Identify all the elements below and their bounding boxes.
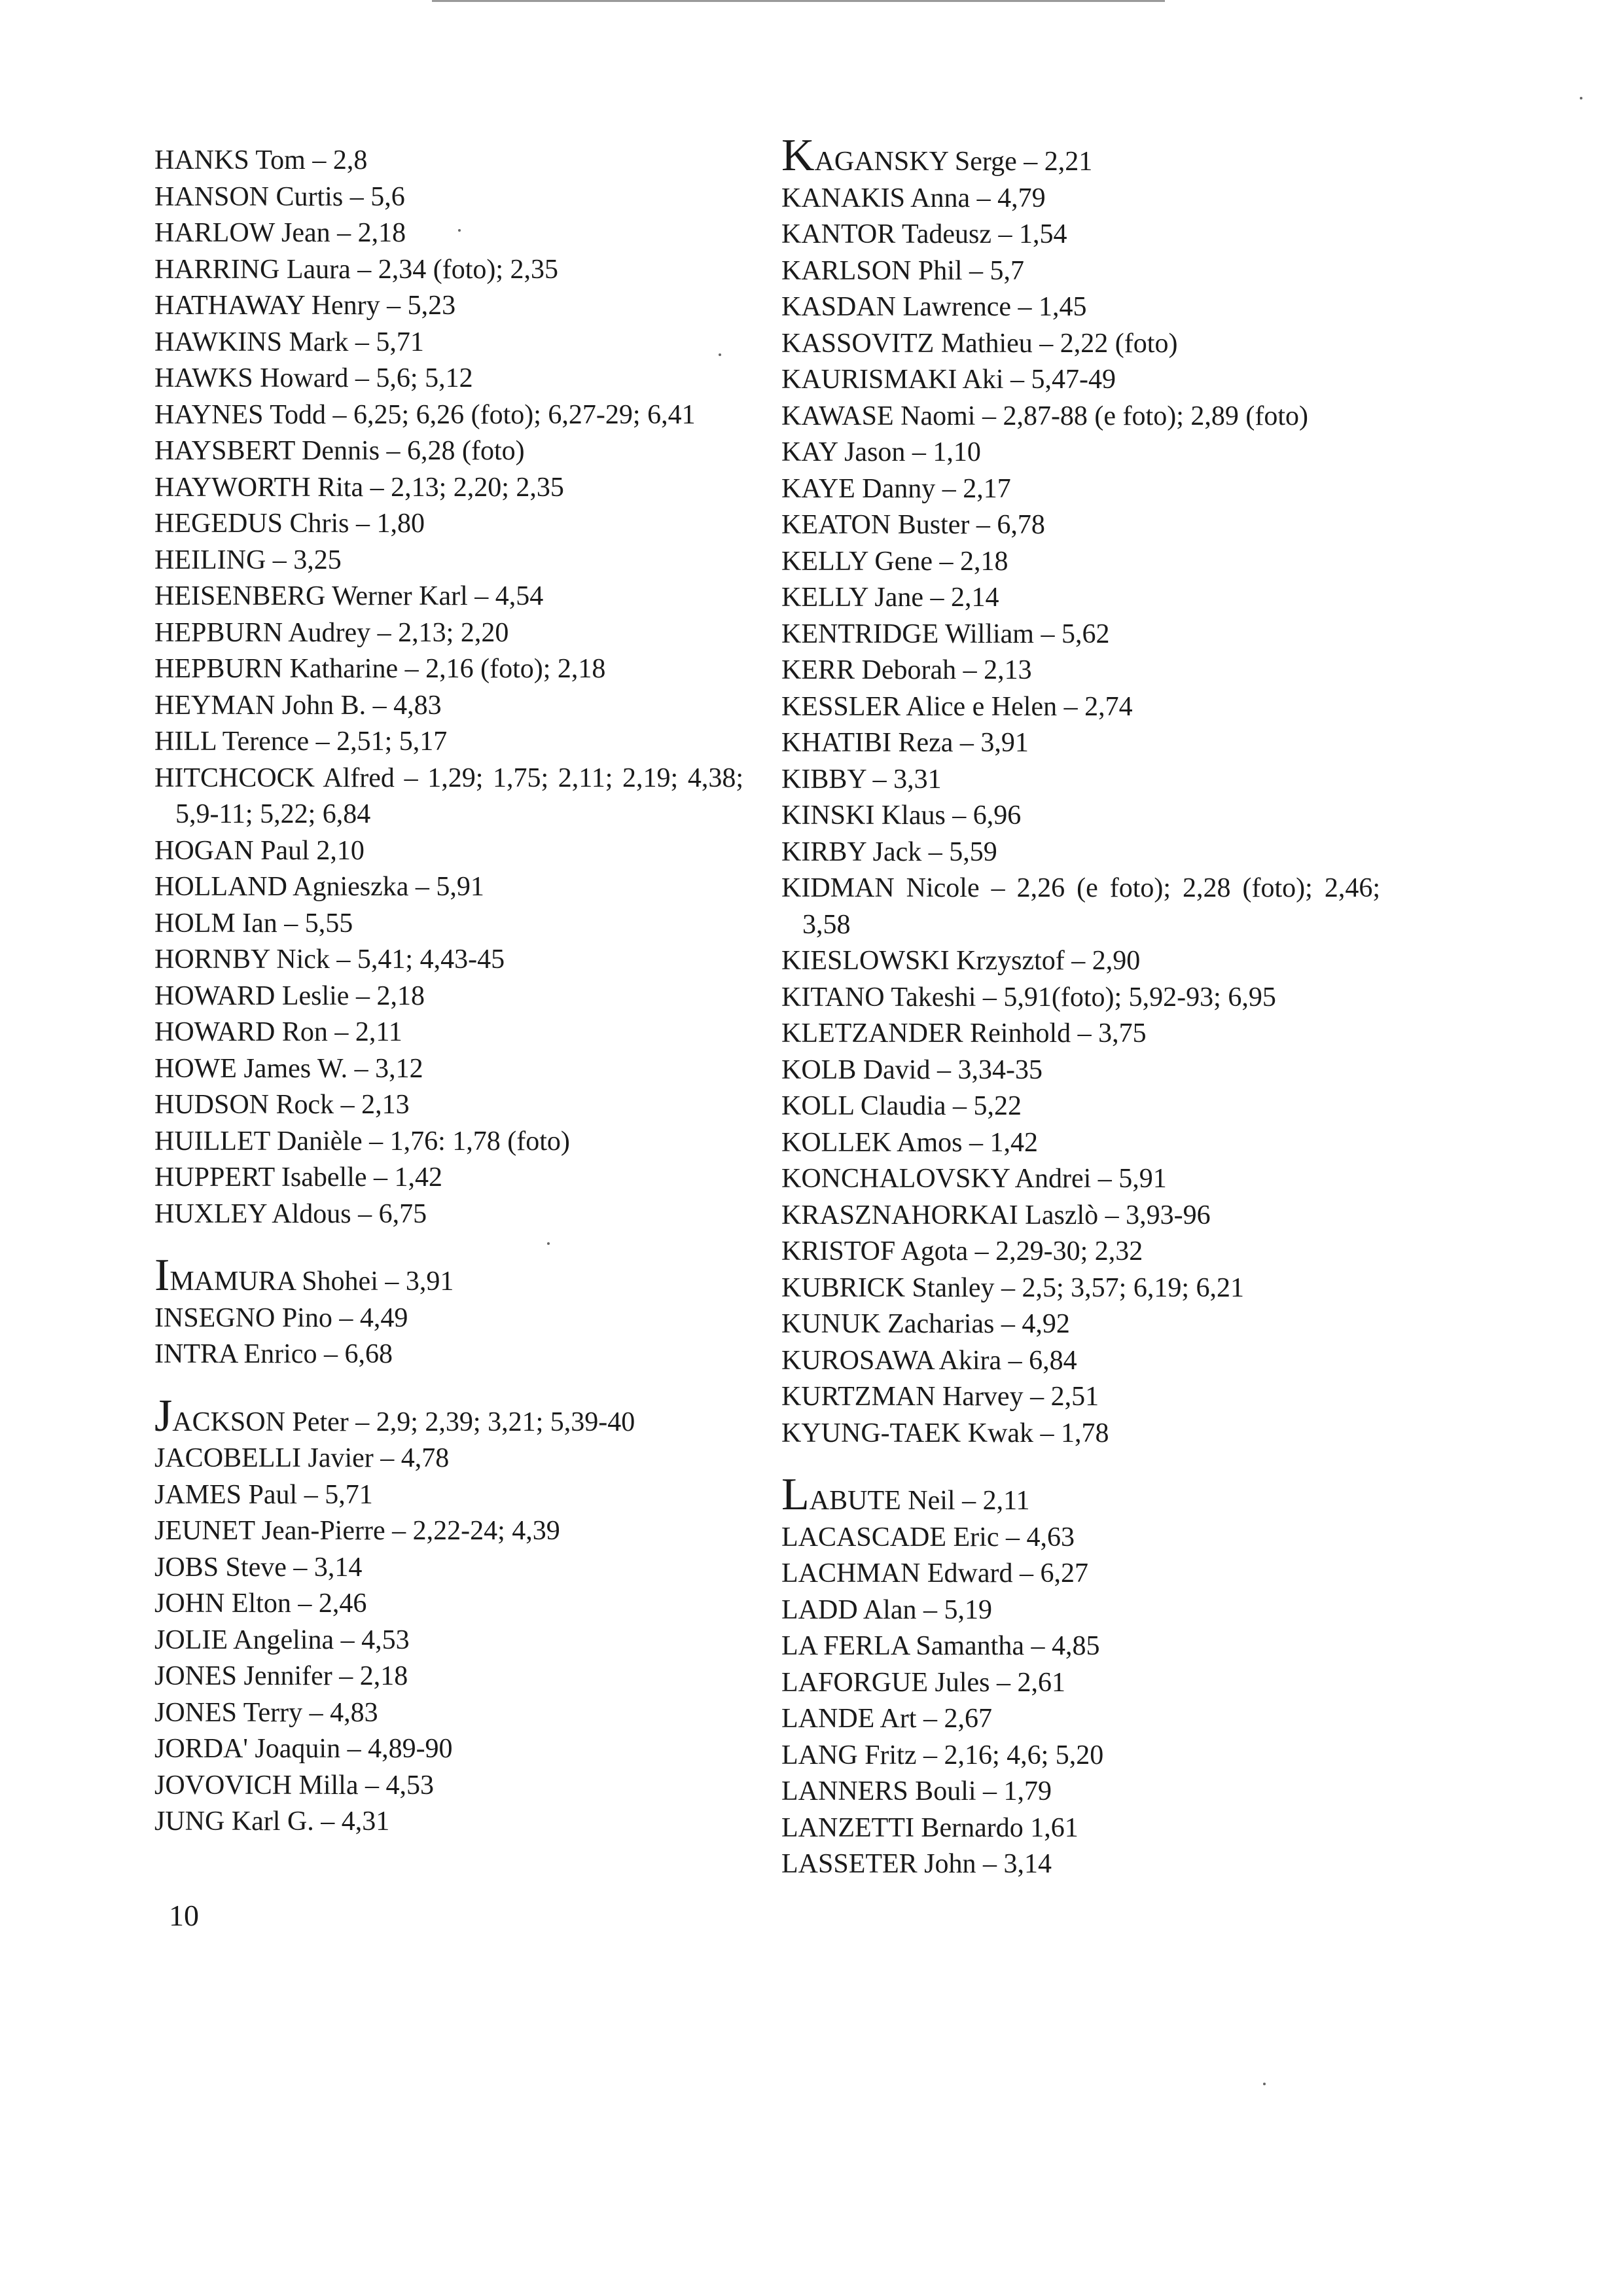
- index-entry: KANAKIS Anna – 4,79: [781, 183, 1046, 213]
- index-entry: KELLY Gene – 2,18: [781, 546, 1008, 577]
- index-entry: KOLLEK Amos – 1,42: [781, 1127, 1038, 1158]
- index-entry: HEGEDUS Chris – 1,80: [154, 509, 425, 539]
- index-entry: HANSON Curtis – 5,6: [154, 181, 405, 212]
- index-entry: HOWARD Ron – 2,11: [154, 1017, 402, 1047]
- page-number: 10: [169, 1899, 199, 1932]
- index-entry: LACASCADE Eric – 4,63: [781, 1522, 1075, 1552]
- index-entry: HITCHCOCK Alfred – 1,29; 1,75; 2,11; 2,19; 4,38; 5,9-11; 5,22; 6,84: [154, 762, 743, 829]
- index-entry: JAMES Paul – 5,71: [154, 1479, 373, 1510]
- group-spacer: [781, 1452, 1380, 1482]
- index-entry: JEUNET Jean-Pierre – 2,22-24; 4,39: [154, 1516, 560, 1546]
- scan-speck: [1263, 2083, 1266, 2085]
- index-entry: LADD Alan – 5,19: [781, 1594, 992, 1625]
- index-entry: KELLY Jane – 2,14: [781, 583, 999, 613]
- index-entry: KYUNG-TAEK Kwak – 1,78: [781, 1418, 1109, 1448]
- index-entry: HARRING Laura – 2,34 (foto); 2,35: [154, 254, 559, 285]
- index-entry: KARLSON Phil – 5,7: [781, 255, 1025, 286]
- scan-edge-line: [432, 0, 1165, 2]
- index-entry: JOVOVICH Milla – 4,53: [154, 1770, 434, 1801]
- index-entry: KUBRICK Stanley – 2,5; 3,57; 6,19; 6,21: [781, 1272, 1245, 1303]
- index-entry: IMAMURA Shohei – 3,91: [154, 1250, 454, 1300]
- index-entry: KAURISMAKI Aki – 5,47-49: [781, 365, 1116, 395]
- index-entry: JOBS Steve – 3,14: [154, 1552, 363, 1583]
- index-entry: KUROSAWA Akira – 6,84: [781, 1345, 1077, 1376]
- index-entry: KIDMAN Nicole – 2,26 (e foto); 2,28 (foto); 2,46; 3,58: [781, 873, 1380, 940]
- index-column-right: [781, 130, 1380, 1883]
- index-entry: KAGANSKY Serge – 2,21: [781, 130, 1093, 181]
- index-entry: JUNG Karl G. – 4,31: [154, 1806, 390, 1837]
- index-entry: KENTRIDGE William – 5,62: [781, 619, 1110, 649]
- index-entry: HEILING – 3,25: [154, 545, 342, 575]
- index-entry: HATHAWAY Henry – 5,23: [154, 291, 456, 321]
- index-entry: LANNERS Bouli – 1,79: [781, 1776, 1052, 1806]
- index-entry: KAWASE Naomi – 2,87-88 (e foto); 2,89 (foto): [781, 401, 1308, 431]
- index-entry: LASSETER John – 3,14: [781, 1849, 1052, 1879]
- index-entry: HORNBY Nick – 5,41; 4,43-45: [154, 944, 505, 975]
- index-entry: HEPBURN Audrey – 2,13; 2,20: [154, 617, 509, 648]
- index-entry: LABUTE Neil – 2,11: [781, 1469, 1030, 1520]
- index-entry: HILL Terence – 2,51; 5,17: [154, 726, 448, 757]
- index-entry: KOLL Claudia – 5,22: [781, 1091, 1022, 1121]
- index-entry: HOGAN Paul 2,10: [154, 835, 365, 866]
- index-entry: LANDE Art – 2,67: [781, 1704, 992, 1734]
- index-entry: KAYE Danny – 2,17: [781, 473, 1011, 504]
- index-entry: KHATIBI Reza – 3,91: [781, 728, 1029, 758]
- index-entry: HUILLET Danièle – 1,76: 1,78 (foto): [154, 1126, 570, 1157]
- index-entry: HOLLAND Agnieszka – 5,91: [154, 872, 484, 902]
- group-spacer: [154, 1373, 743, 1403]
- index-entry: HEPBURN Katharine – 2,16 (foto); 2,18: [154, 654, 606, 684]
- index-entry: JACKSON Peter – 2,9; 2,39; 3,21; 5,39-40: [154, 1390, 635, 1441]
- index-entry: KUNUK Zacharias – 4,92: [781, 1309, 1070, 1339]
- index-entry: KRISTOF Agota – 2,29-30; 2,32: [781, 1236, 1143, 1266]
- index-entry: HUPPERT Isabelle – 1,42: [154, 1162, 443, 1193]
- index-entry: LACHMAN Edward – 6,27: [781, 1558, 1088, 1588]
- index-group-j: [154, 1390, 743, 1840]
- index-group-h: [154, 143, 743, 1232]
- index-entry: HARLOW Jean – 2,18: [154, 218, 406, 248]
- index-group-i: [154, 1250, 743, 1373]
- index-entry: JONES Jennifer – 2,18: [154, 1661, 408, 1691]
- index-entry: LA FERLA Samantha – 4,85: [781, 1631, 1100, 1661]
- index-entry: KITANO Takeshi – 5,91(foto); 5,92-93; 6,95: [781, 982, 1276, 1013]
- index-entry: INTRA Enrico – 6,68: [154, 1339, 393, 1369]
- index-entry: KEATON Buster – 6,78: [781, 510, 1045, 540]
- index-entry: HEISENBERG Werner Karl – 4,54: [154, 581, 544, 611]
- index-entry: HANKS Tom – 2,8: [154, 145, 368, 175]
- index-entry: KRASZNAHORKAI Laszlò – 3,93-96: [781, 1200, 1211, 1230]
- index-group-k: [781, 130, 1380, 1452]
- index-entry: KERR Deborah – 2,13: [781, 655, 1032, 685]
- index-entry: KOLB David – 3,34-35: [781, 1054, 1043, 1085]
- index-entry: KASDAN Lawrence – 1,45: [781, 292, 1087, 322]
- index-entry: HAWKINS Mark – 5,71: [154, 327, 424, 357]
- index-entry: HAYNES Todd – 6,25; 6,26 (foto); 6,27-29; 6,41: [154, 399, 696, 430]
- index-entry: HOWE James W. – 3,12: [154, 1053, 423, 1084]
- index-entry: KINSKI Klaus – 6,96: [781, 800, 1022, 831]
- index-entry: KIESLOWSKI Krzysztof – 2,90: [781, 946, 1141, 976]
- index-group-l: [781, 1469, 1380, 1883]
- index-entry: JONES Terry – 4,83: [154, 1697, 378, 1728]
- index-entry: JORDA' Joaquin – 4,89-90: [154, 1734, 453, 1764]
- index-entry: KONCHALOVSKY Andrei – 5,91: [781, 1164, 1167, 1194]
- index-entry: JOLIE Angelina – 4,53: [154, 1624, 410, 1655]
- index-entry: HAYWORTH Rita – 2,13; 2,20; 2,35: [154, 472, 564, 503]
- index-entry: HAWKS Howard – 5,6; 5,12: [154, 363, 473, 393]
- index-entry: HAYSBERT Dennis – 6,28 (foto): [154, 436, 525, 466]
- index-entry: KASSOVITZ Mathieu – 2,22 (foto): [781, 328, 1178, 359]
- index-entry: LANG Fritz – 2,16; 4,6; 5,20: [781, 1740, 1104, 1770]
- index-entry: INSEGNO Pino – 4,49: [154, 1302, 408, 1333]
- group-spacer: [154, 1232, 743, 1263]
- index-entry: KANTOR Tadeusz – 1,54: [781, 219, 1067, 249]
- index-entry: HEYMAN John B. – 4,83: [154, 690, 442, 721]
- index-entry: HUXLEY Aldous – 6,75: [154, 1198, 427, 1229]
- index-entry: KURTZMAN Harvey – 2,51: [781, 1382, 1099, 1412]
- index-entry: KIRBY Jack – 5,59: [781, 836, 997, 867]
- index-entry: LAFORGUE Jules – 2,61: [781, 1667, 1066, 1698]
- index-entry: LANZETTI Bernardo 1,61: [781, 1812, 1079, 1843]
- index-entry: KAY Jason – 1,10: [781, 437, 981, 467]
- index-entry: JACOBELLI Javier – 4,78: [154, 1443, 450, 1473]
- index-column-left: [154, 143, 743, 1840]
- index-entry: HOLM Ian – 5,55: [154, 908, 353, 939]
- index-entry: HUDSON Rock – 2,13: [154, 1090, 410, 1120]
- index-entry: KLETZANDER Reinhold – 3,75: [781, 1018, 1147, 1049]
- index-entry: HOWARD Leslie – 2,18: [154, 980, 425, 1011]
- scan-speck: [1580, 97, 1582, 99]
- index-entry: KIBBY – 3,31: [781, 764, 942, 795]
- index-entry: KESSLER Alice e Helen – 2,74: [781, 691, 1133, 722]
- index-entry: JOHN Elton – 2,46: [154, 1588, 367, 1619]
